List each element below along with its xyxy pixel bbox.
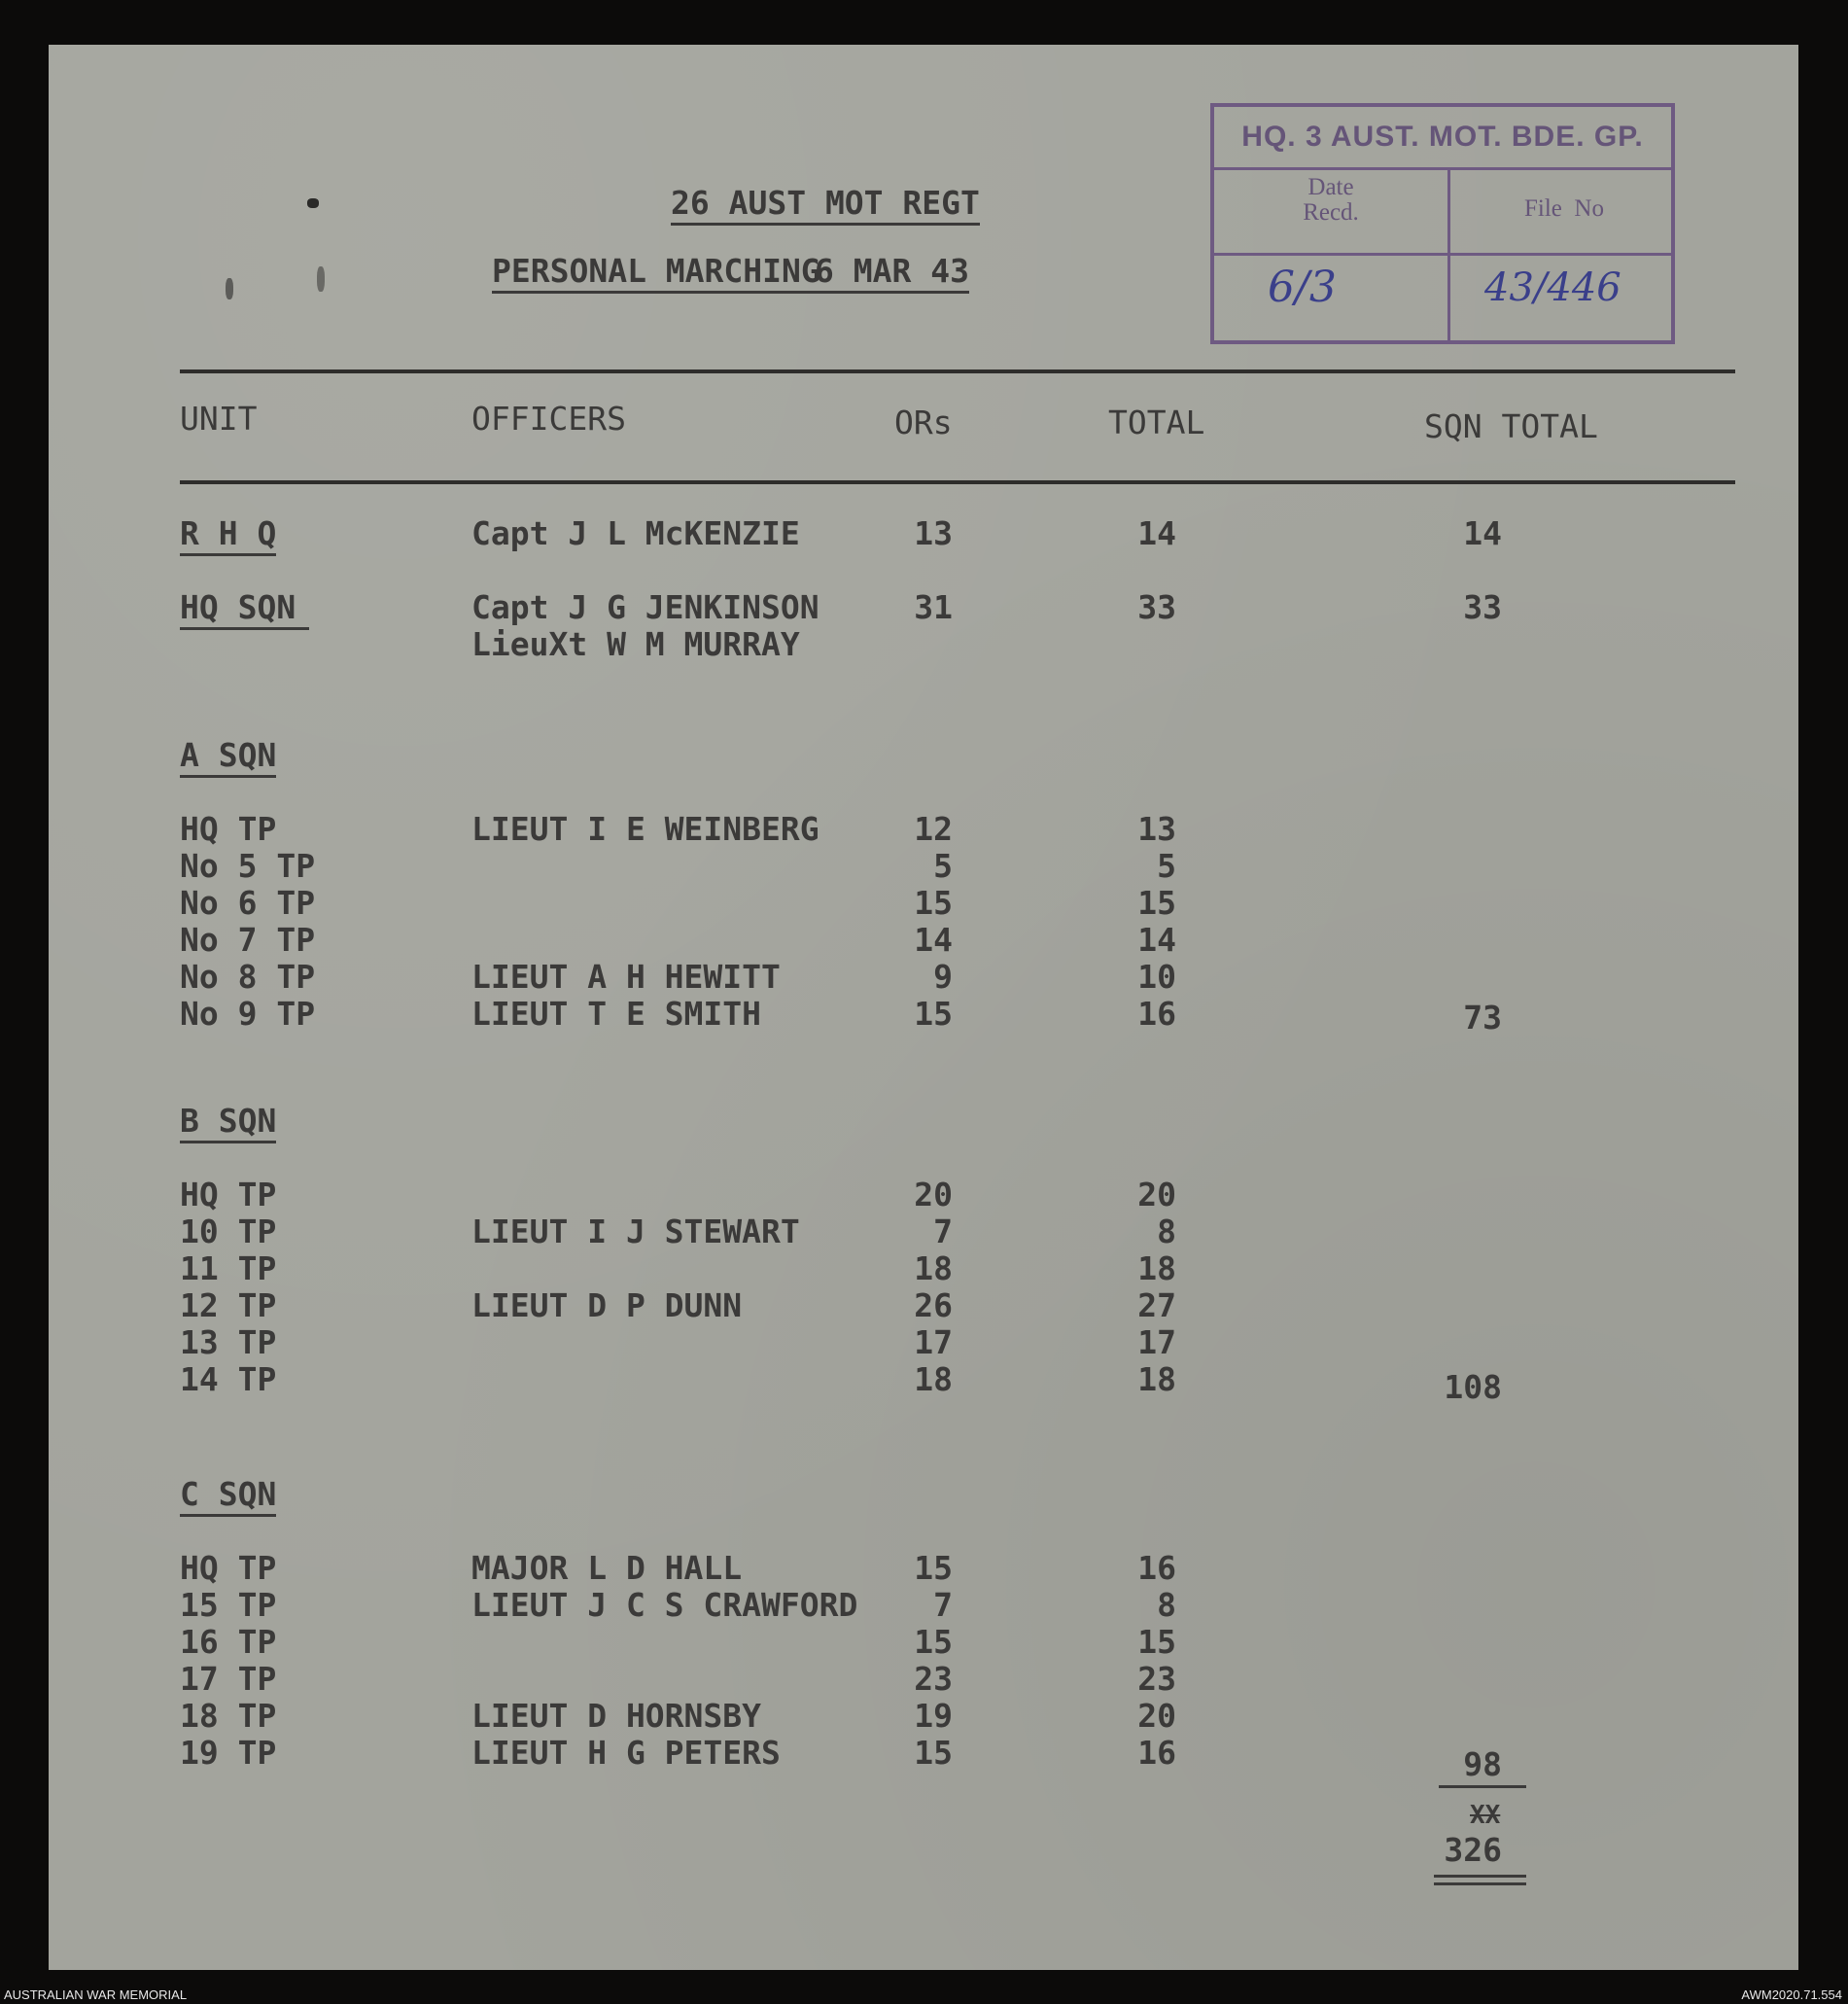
ors-count: 15 xyxy=(914,884,953,922)
column-header-unit: UNIT xyxy=(180,400,258,438)
total-count: 18 xyxy=(1137,1360,1176,1398)
officer-name: LieuXt W M MURRAY xyxy=(471,625,800,663)
officer-name: LIEUT D P DUNN xyxy=(471,1286,743,1324)
total-count: 33 xyxy=(1137,588,1176,626)
total-count: 16 xyxy=(1137,1734,1176,1772)
officer-name: LIEUT H G PETERS xyxy=(471,1734,781,1772)
officer-name: LIEUT J C S CRAWFORD xyxy=(471,1586,858,1624)
double-rule xyxy=(1434,1882,1526,1885)
ors-count: 5 xyxy=(933,847,953,885)
total-count: 17 xyxy=(1137,1323,1176,1361)
total-count: 8 xyxy=(1157,1586,1176,1624)
header-rule-bottom xyxy=(180,480,1735,484)
unit-name: 18 TP xyxy=(180,1697,277,1735)
total-count: 13 xyxy=(1137,810,1176,848)
unit-name: No 9 TP xyxy=(180,995,316,1033)
total-count: 23 xyxy=(1137,1660,1176,1698)
grand-total: 326 xyxy=(1444,1831,1502,1869)
total-count: 16 xyxy=(1137,1549,1176,1587)
ors-count: 18 xyxy=(914,1360,953,1398)
double-rule xyxy=(1434,1875,1526,1878)
ors-count: 23 xyxy=(914,1660,953,1698)
ors-count: 13 xyxy=(914,514,953,552)
received-stamp xyxy=(1210,103,1675,344)
header-rule-top xyxy=(180,369,1735,373)
ors-count: 18 xyxy=(914,1249,953,1287)
footer-archive-name: AUSTRALIAN WAR MEMORIAL xyxy=(4,1987,188,2002)
officer-name: LIEUT D HORNSBY xyxy=(471,1697,762,1735)
officer-name: Capt J G JENKINSON xyxy=(471,588,819,626)
unit-name: No 6 TP xyxy=(180,884,316,922)
total-count: 5 xyxy=(1157,847,1176,885)
ors-count: 12 xyxy=(914,810,953,848)
unit-name: 16 TP xyxy=(180,1623,277,1661)
unit-name: 13 TP xyxy=(180,1323,277,1361)
total-count: 18 xyxy=(1137,1249,1176,1287)
total-count: 15 xyxy=(1137,1623,1176,1661)
column-header-total: TOTAL xyxy=(1108,404,1205,441)
unit-name: 14 TP xyxy=(180,1360,277,1398)
unit-name: 15 TP xyxy=(180,1586,277,1624)
stamp-file-value: 43/446 xyxy=(1484,265,1621,310)
punch-mark xyxy=(307,198,319,208)
column-header-ors: ORs xyxy=(894,404,953,441)
ors-count: 20 xyxy=(914,1176,953,1213)
total-count: 10 xyxy=(1137,958,1176,996)
unit-name: No 7 TP xyxy=(180,921,316,959)
column-header-sqn-total: SQN TOTAL xyxy=(1424,407,1598,445)
officer-name: LIEUT I J STEWART xyxy=(471,1213,800,1250)
unit-hq-sqn: HQ SQN xyxy=(180,591,309,630)
stamp-date-value: 6/3 xyxy=(1268,263,1337,312)
total-count: 16 xyxy=(1137,995,1176,1033)
total-count: 14 xyxy=(1137,514,1176,552)
ors-count: 15 xyxy=(914,1623,953,1661)
sqn-total-count: 14 xyxy=(1463,514,1502,552)
total-count: 20 xyxy=(1137,1176,1176,1213)
ors-count: 26 xyxy=(914,1286,953,1324)
ors-count: 15 xyxy=(914,1734,953,1772)
unit-rhq: R H Q xyxy=(180,517,276,556)
officer-name: MAJOR L D HALL xyxy=(471,1549,743,1587)
unit-name: 19 TP xyxy=(180,1734,277,1772)
officer-name: LIEUT A H HEWITT xyxy=(471,958,781,996)
sqn-total-count: 98 xyxy=(1463,1745,1502,1783)
ors-count: 7 xyxy=(933,1586,953,1624)
unit-name: 12 TP xyxy=(180,1286,277,1324)
stamp-header: HQ. 3 AUST. MOT. BDE. GP. xyxy=(1214,107,1671,170)
sqn-total-count: 73 xyxy=(1463,999,1502,1037)
unit-name: 17 TP xyxy=(180,1660,277,1698)
ors-count: 15 xyxy=(914,1549,953,1587)
footer-accession-number: AWM2020.71.554 xyxy=(1741,1987,1842,2002)
ors-count: 7 xyxy=(933,1213,953,1250)
unit-name: 11 TP xyxy=(180,1249,277,1287)
unit-name: HQ TP xyxy=(180,1176,277,1213)
total-count: 20 xyxy=(1137,1697,1176,1735)
stamp-divider xyxy=(1214,253,1671,256)
punch-mark xyxy=(317,266,325,292)
document-title: 26 AUST MOT REGT xyxy=(671,187,980,226)
ors-count: 31 xyxy=(914,588,953,626)
total-count: 14 xyxy=(1137,921,1176,959)
officer-name: LIEUT T E SMITH xyxy=(471,995,762,1033)
squadron-heading-c: C SQN xyxy=(180,1478,276,1517)
unit-name: HQ TP xyxy=(180,1549,277,1587)
unit-name: No 8 TP xyxy=(180,958,316,996)
officer-name: LIEUT I E WEINBERG xyxy=(471,810,819,848)
total-count: 15 xyxy=(1137,884,1176,922)
punch-mark xyxy=(226,278,233,299)
ors-count: 14 xyxy=(914,921,953,959)
document-page xyxy=(49,45,1798,1970)
ors-count: 9 xyxy=(933,958,953,996)
unit-name: 10 TP xyxy=(180,1213,277,1250)
sum-rule xyxy=(1439,1785,1526,1788)
stamp-date-label: Date Recd. xyxy=(1303,174,1359,227)
squadron-heading-b: B SQN xyxy=(180,1105,276,1143)
document-subtitle: PERSONAL MARCHING xyxy=(492,255,820,294)
sqn-total-count: 33 xyxy=(1463,588,1502,626)
squadron-heading-a: A SQN xyxy=(180,739,276,778)
column-header-officers: OFFICERS xyxy=(471,400,626,438)
officer-name: Capt J L McKENZIE xyxy=(471,514,800,552)
ors-count: 15 xyxy=(914,995,953,1033)
ors-count: 17 xyxy=(914,1323,953,1361)
total-count: 27 xyxy=(1137,1286,1176,1324)
document-date: 6 MAR 43 xyxy=(815,255,969,294)
sqn-total-count: 108 xyxy=(1444,1368,1502,1406)
total-count: 8 xyxy=(1157,1213,1176,1250)
ors-count: 19 xyxy=(914,1697,953,1735)
stamp-file-label: File No xyxy=(1524,195,1604,222)
unit-name: HQ TP xyxy=(180,810,277,848)
struck-figure: XX xyxy=(1470,1801,1501,1830)
unit-name: No 5 TP xyxy=(180,847,316,885)
